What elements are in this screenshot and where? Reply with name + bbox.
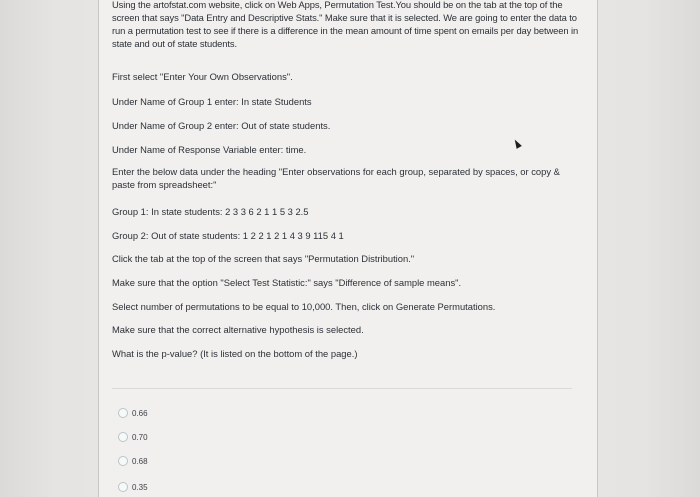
step-enter-own-observations: First select "Enter Your Own Observations".	[112, 71, 293, 82]
step-number-permutations: Select number of permutations to be equal to 10,000. Then, click on Generate Permutations.	[112, 301, 496, 312]
option-label: 0.68	[132, 456, 148, 466]
step-test-statistic: Make sure that the option "Select Test Statistic:" says "Difference of sample means".	[112, 277, 462, 288]
group1-data: Group 1: In state students: 2 3 3 6 2 1 1 5 3 2.5	[112, 206, 309, 217]
answer-option[interactable]	[118, 430, 148, 444]
step-permutation-tab: Click the tab at the top of the screen that says "Permutation Distribution."	[112, 253, 415, 264]
answer-option[interactable]	[118, 406, 148, 420]
radio-button[interactable]	[118, 432, 128, 442]
divider	[112, 388, 572, 389]
question-prompt: What is the p-value? (It is listed on the bottom of the page.)	[112, 348, 358, 359]
option-label: 0.70	[132, 432, 148, 442]
intro-paragraph: Using the artofstat.com website, click on Web Apps, Permutation Test.You should be on the tab at the top of the screen that says "Data Entry and Descriptive Stats." Make sure that it is selected. We are going to enter the data to run a permutation test to see if there is a difference in the mean amount of time spent on emails per day between in state and out of state students.	[112, 0, 579, 49]
radio-button[interactable]	[118, 408, 128, 418]
answer-option[interactable]	[118, 454, 148, 468]
step-group2-name: Under Name of Group 2 enter: Out of state students.	[112, 120, 331, 131]
radio-button[interactable]	[118, 456, 128, 466]
option-label: 0.35	[132, 482, 148, 492]
group2-data: Group 2: Out of state students: 1 2 2 1 2 1 4 3 9 115 4 1	[112, 230, 344, 241]
answer-option[interactable]	[118, 480, 148, 494]
radio-button[interactable]	[118, 482, 128, 492]
step-alternative-hypothesis: Make sure that the correct alternative hypothesis is selected.	[112, 324, 364, 335]
step-enter-data: Enter the below data under the heading "Enter observations for each group, separated by spaces, or copy & paste from spreadsheet:"	[112, 166, 560, 190]
option-label: 0.66	[132, 408, 148, 418]
step-group1-name: Under Name of Group 1 enter: In state Students	[112, 96, 312, 107]
step-response-variable: Under Name of Response Variable enter: time.	[112, 144, 307, 155]
